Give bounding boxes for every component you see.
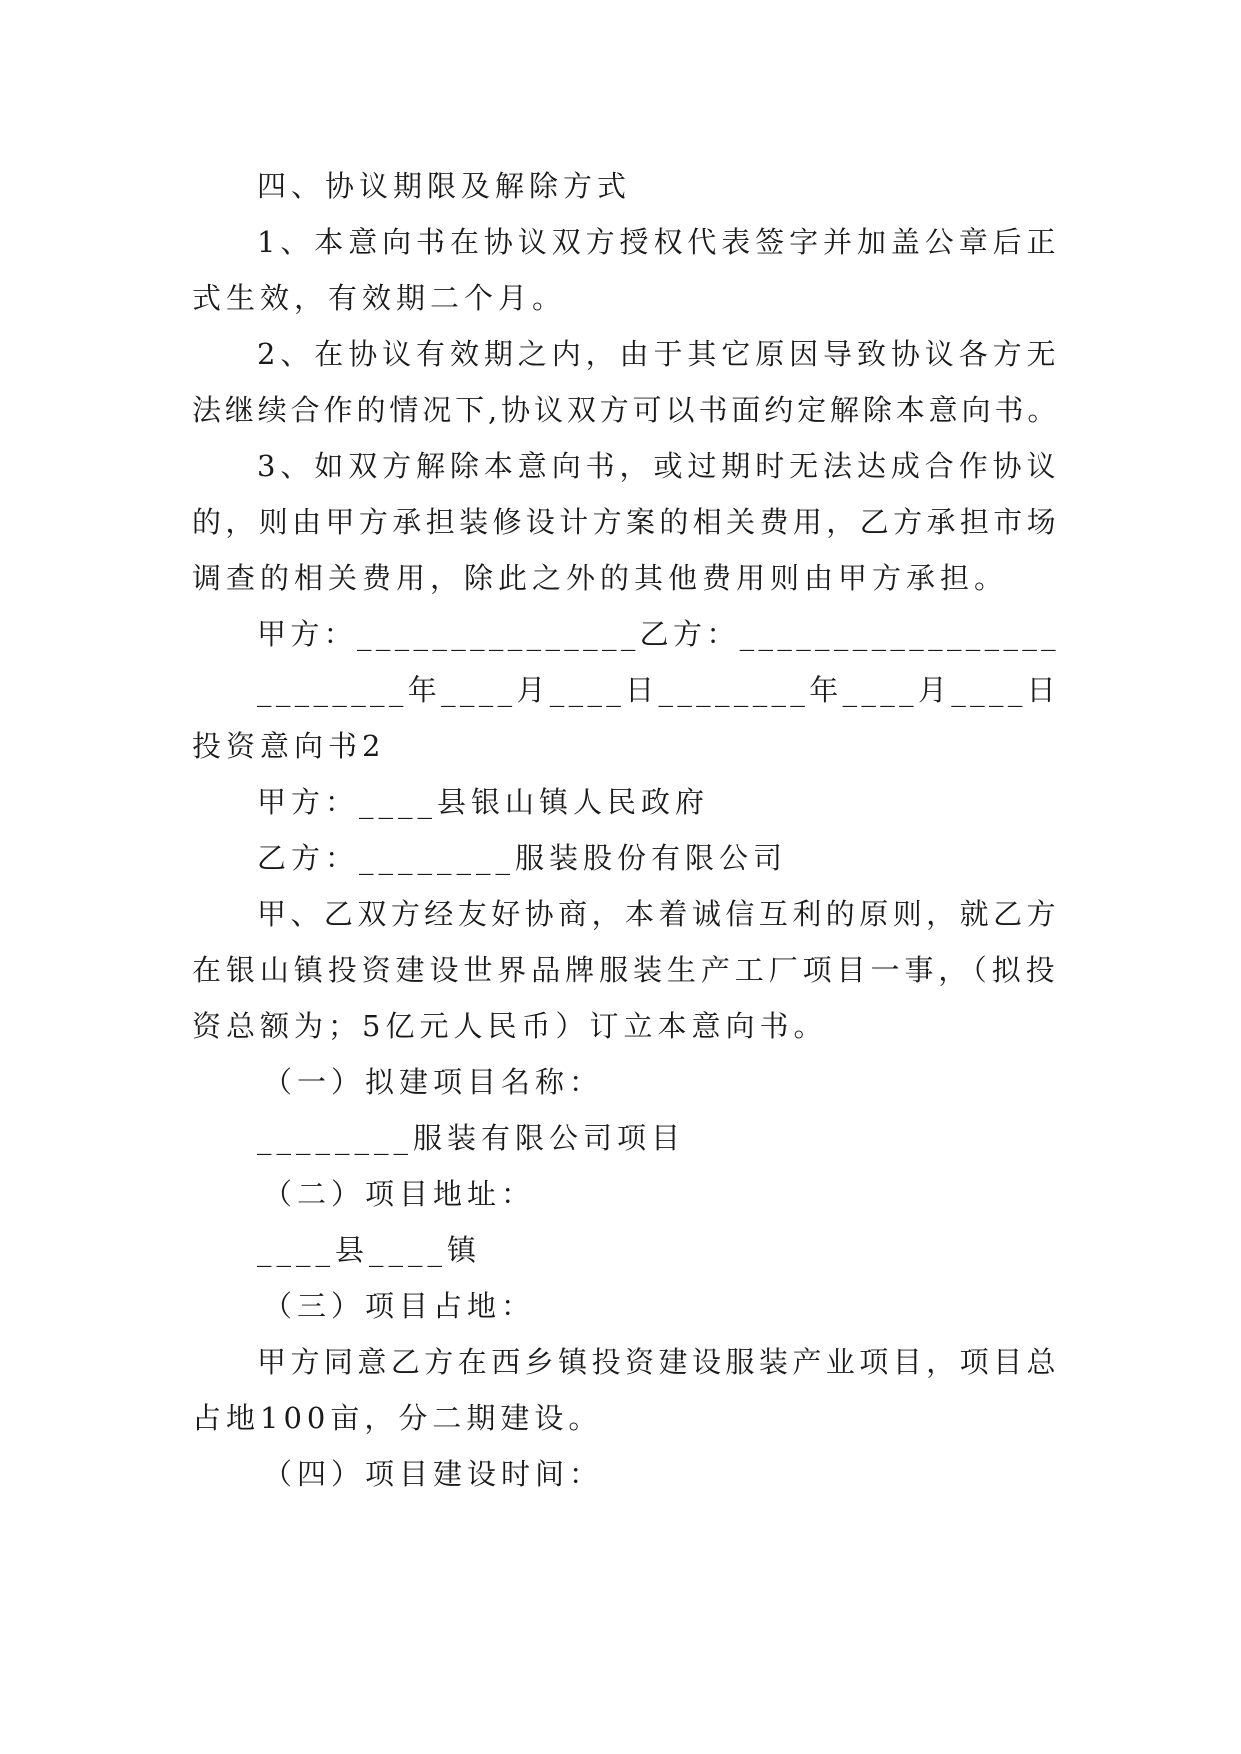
party-a-line: 甲方：____县银山镇人民政府 xyxy=(257,785,710,819)
paragraph-line: 式生效，有效期二个月。 xyxy=(192,281,567,315)
section-heading-project-name: （一）拟建项目名称： xyxy=(263,1065,604,1099)
party-b-line: 乙方：________服装股份有限公司 xyxy=(257,841,788,875)
paragraph-line: 资总额为；5亿元人民币）订立本意向书。 xyxy=(192,1009,828,1043)
section-heading-project-land: （三）项目占地： xyxy=(263,1289,536,1323)
paragraph-line: 1、本意向书在协议双方授权代表签字并加盖公章后正 xyxy=(257,225,1061,259)
project-name-line: ________服装有限公司项目 xyxy=(257,1121,686,1155)
section-heading-project-address: （二）项目地址： xyxy=(263,1177,536,1211)
section-heading-construction-time: （四）项目建设时间： xyxy=(263,1457,604,1491)
paragraph-line: 法继续合作的情况下,协议双方可以书面约定解除本意向书。 xyxy=(192,393,1061,427)
paragraph-line: 甲、乙双方经友好协商，本着诚信互利的原则，就乙方 xyxy=(257,897,1061,931)
paragraph-line: 在银山镇投资建设世界品牌服装生产工厂项目一事，（拟投 xyxy=(192,953,1060,987)
signature-parties-line: 甲方：_______________乙方：_________________ xyxy=(257,617,1061,651)
section-heading-term-termination: 四、协议期限及解除方式 xyxy=(257,169,632,203)
project-address-line: ____县____镇 xyxy=(257,1233,482,1267)
paragraph-line: 调查的相关费用，除此之外的其他费用则由甲方承担。 xyxy=(192,561,1009,595)
paragraph-line: 的，则由甲方承担装修设计方案的相关费用，乙方承担市场 xyxy=(192,505,1061,539)
paragraph-line: 2、在协议有效期之内，由于其它原因导致协议各方无 xyxy=(257,337,1061,371)
paragraph-line: 3、如双方解除本意向书，或过期时无法达成合作协议 xyxy=(257,449,1061,483)
paragraph-line: 甲方同意乙方在西乡镇投资建设服装产业项目，项目总 xyxy=(257,1345,1061,1379)
paragraph-line: 占地100亩，分二期建设。 xyxy=(192,1401,603,1435)
signature-date-line: ________年____月____日________年____月____日 xyxy=(257,673,1061,707)
document-title: 投资意向书2 xyxy=(192,729,386,763)
